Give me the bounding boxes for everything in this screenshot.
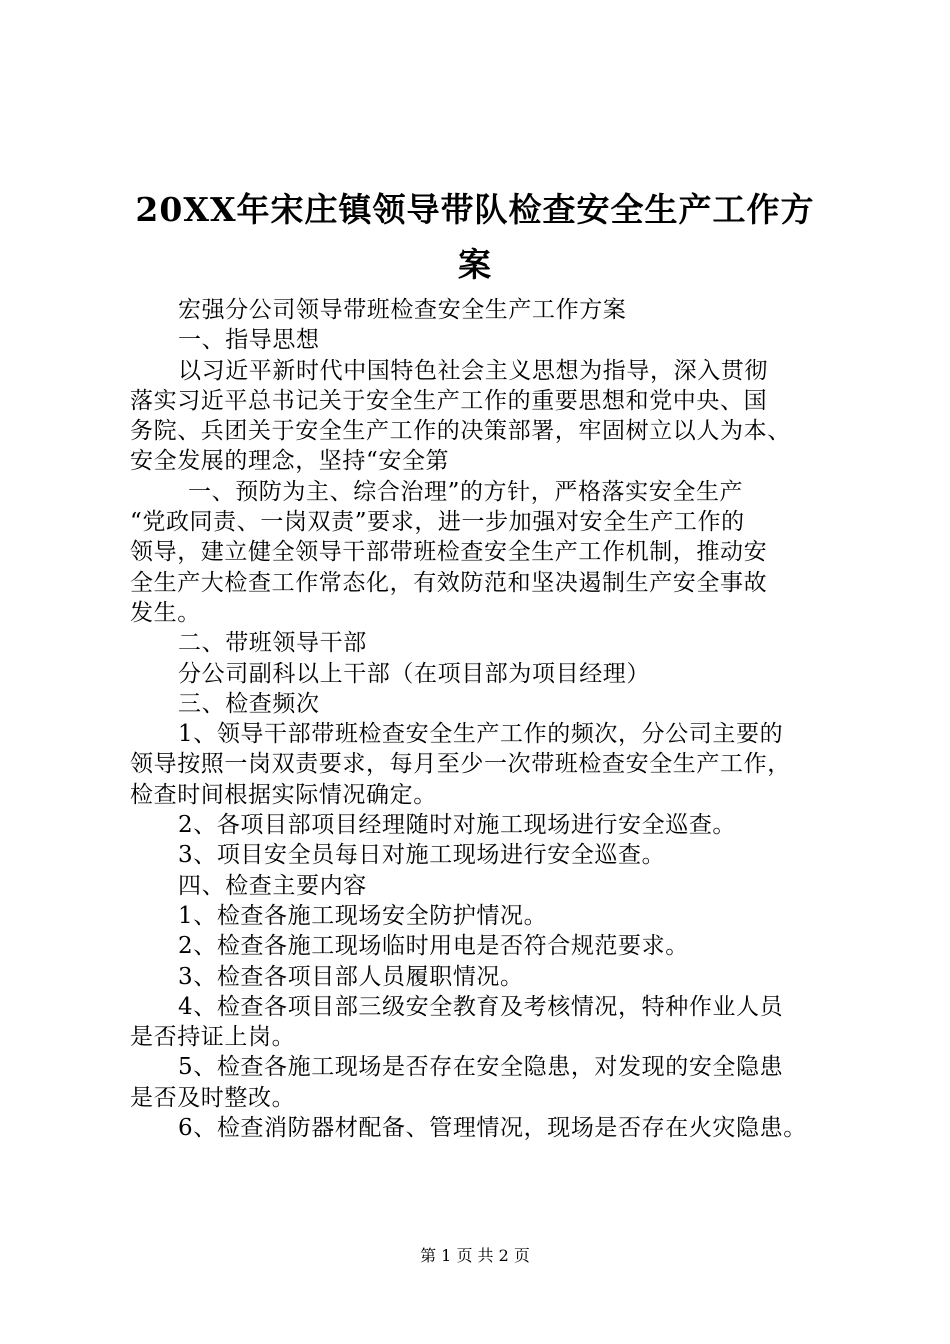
- list-item: 3、检查各项目部人员履职情况。: [178, 963, 524, 990]
- paragraph-line: 全生产大检查工作常态化，有效防范和坚决遏制生产安全事故: [130, 569, 768, 596]
- paragraph-line: 务院、兵团关于安全生产工作的决策部署，牢固树立以人为本、: [130, 418, 791, 445]
- paragraph-line: 以习近平新时代中国特色社会主义思想为指导，深入贯彻: [178, 357, 768, 384]
- subtitle-line: 宏强分公司领导带班检查安全生产工作方案: [178, 297, 627, 323]
- paragraph-line: 分公司副科以上干部（在项目部为项目经理）: [178, 660, 650, 687]
- list-item-continuation: 领导按照一岗双责要求，每月至少一次带班检查安全生产工作，: [130, 751, 791, 778]
- paragraph-line: 落实习近平总书记关于安全生产工作的重要思想和党中央、国: [130, 387, 768, 414]
- paragraph-line: 安全发展的理念，坚持“安全第: [130, 448, 450, 475]
- list-item: 3、项目安全员每日对施工现场进行安全巡查。: [178, 842, 666, 869]
- document-title-line-2: 案: [458, 245, 492, 284]
- paragraph-line: 一、预防为主、综合治理”的方针，严格落实安全生产: [188, 478, 744, 505]
- section-heading: 三、检查频次: [178, 690, 320, 717]
- document-body: [130, 295, 830, 1143]
- paragraph-line: 领导，建立健全领导干部带班检查安全生产工作机制，推动安: [130, 539, 768, 566]
- list-item: 2、各项目部项目经理随时对施工现场进行安全巡查。: [178, 812, 737, 839]
- section-heading: 四、检查主要内容: [178, 872, 367, 899]
- list-item: 5、检查各施工现场是否存在安全隐患，对发现的安全隐患: [178, 1054, 784, 1081]
- list-item-continuation: 是否及时整改。: [130, 1084, 296, 1111]
- list-item: 1、检查各施工现场安全防护情况。: [178, 902, 548, 929]
- document-title-line-1: 20XX年宋庄镇领导带队检查安全生产工作方: [135, 190, 815, 229]
- paragraph-line: “党政同责、一岗双责”要求，进一步加强对安全生产工作的: [130, 509, 745, 536]
- list-item: 2、检查各施工现场临时用电是否符合规范要求。: [178, 933, 689, 960]
- list-item: 4、检查各项目部三级安全教育及考核情况，特种作业人员: [178, 993, 784, 1020]
- list-item: 1、领导干部带班检查安全生产工作的频次，分公司主要的: [178, 721, 784, 748]
- section-heading: 一、指导思想: [178, 327, 320, 354]
- list-item: 6、检查消防器材配备、管理情况，现场是否存在火灾隐患。: [178, 1115, 807, 1142]
- list-item-continuation: 检查时间根据实际情况确定。: [130, 781, 437, 808]
- section-heading: 二、带班领导干部: [178, 630, 367, 657]
- list-item-continuation: 是否持证上岗。: [130, 1024, 296, 1051]
- page-number-footer: 第 1 页 共 2 页: [420, 1246, 530, 1265]
- paragraph-line: 发生。: [130, 599, 201, 626]
